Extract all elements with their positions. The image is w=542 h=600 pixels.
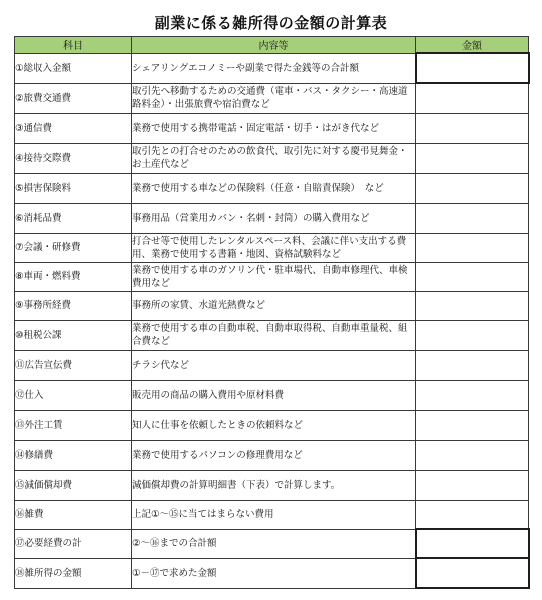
table-row — [15, 233, 529, 262]
amount-cell[interactable] — [416, 320, 529, 350]
amount-cell[interactable] — [416, 203, 529, 233]
row-desc: 知人に仕事を依頼したときの依頼料など — [132, 410, 416, 440]
row-item: ⑦会議・研修費 — [15, 233, 132, 262]
row-desc: 業務で使用する車のガソリン代・駐車場代、自動車修理代、車検費用など — [132, 262, 416, 291]
calculation-table — [14, 36, 530, 589]
amount-cell[interactable] — [416, 143, 529, 173]
row-desc: 事務所の家賃、水道光熱費など — [132, 291, 416, 320]
amount-cell[interactable] — [416, 113, 529, 143]
amount-cell[interactable] — [416, 262, 529, 291]
table-row — [15, 440, 529, 470]
row-item: ⑰必要経費の計 — [15, 529, 132, 558]
table-row — [15, 291, 529, 320]
table-row — [15, 500, 529, 529]
row-item: ②旅費交通費 — [15, 83, 132, 113]
row-desc: ①－⑰で求めた金額 — [132, 558, 416, 588]
row-item: ⑩租税公課 — [15, 320, 132, 350]
header-item: 科目 — [15, 37, 132, 54]
table-row — [15, 529, 529, 558]
row-item: ⑪広告宣伝費 — [15, 350, 132, 380]
amount-cell[interactable] — [416, 173, 529, 203]
row-item: ⑫仕入 — [15, 380, 132, 410]
table-row — [15, 203, 529, 233]
header-content: 内容等 — [132, 37, 416, 54]
table-row — [15, 53, 529, 83]
row-desc: 業務で使用する車の自動車税、自動車取得税、自動車重量税、組合費など — [132, 320, 416, 350]
row-desc: チラシ代など — [132, 350, 416, 380]
row-item: ⑥消耗品費 — [15, 203, 132, 233]
amount-cell[interactable] — [416, 350, 529, 380]
amount-cell[interactable] — [416, 470, 529, 500]
table-row — [15, 470, 529, 500]
row-item: ⑭修繕費 — [15, 440, 132, 470]
row-desc: 業務で使用するパソコンの修理費用など — [132, 440, 416, 470]
row-item: ①総収入金額 — [15, 53, 132, 83]
row-item: ⑱雑所得の金額 — [15, 558, 132, 588]
row-desc: 業務で使用する携帯電話・固定電話・切手・はがき代など — [132, 113, 416, 143]
row-item: ④接待交際費 — [15, 143, 132, 173]
amount-cell[interactable] — [416, 500, 529, 529]
row-desc: シェアリングエコノミーや副業で得た金銭等の合計額 — [132, 53, 416, 83]
amount-cell[interactable] — [416, 233, 529, 262]
table-header-row — [15, 37, 529, 54]
row-item: ③通信費 — [15, 113, 132, 143]
row-item: ⑨事務所経費 — [15, 291, 132, 320]
page-title: 副業に係る雑所得の金額の計算表 — [154, 14, 388, 32]
row-desc: 減価償却費の計算明細書（下表）で計算します。 — [132, 470, 416, 500]
amount-cell[interactable] — [416, 529, 529, 558]
row-desc: 取引先へ移動するための交通費（電車・バス・タクシー・高速道路料金）・出張旅費や宿泊費など — [132, 83, 416, 113]
row-desc: 取引先との打合せのための飲食代、取引先に対する慶弔見舞金・お土産代など — [132, 143, 416, 173]
amount-cell[interactable] — [416, 380, 529, 410]
table-row — [15, 173, 529, 203]
amount-cell[interactable] — [416, 410, 529, 440]
table-row — [15, 113, 529, 143]
table-row — [15, 262, 529, 291]
row-desc: 販売用の商品の購入費用や原材料費 — [132, 380, 416, 410]
table-row — [15, 410, 529, 440]
amount-cell[interactable] — [416, 558, 529, 588]
row-desc: 事務用品（営業用カバン・名刺・封筒）の購入費用など — [132, 203, 416, 233]
table-row — [15, 558, 529, 588]
row-item: ⑤損害保険料 — [15, 173, 132, 203]
table-row — [15, 350, 529, 380]
row-desc: 上記①～⑮に当てはまらない費用 — [132, 500, 416, 529]
amount-cell[interactable] — [416, 291, 529, 320]
row-item: ⑯雑費 — [15, 500, 132, 529]
table-row — [15, 380, 529, 410]
row-item: ⑧車両・燃料費 — [15, 262, 132, 291]
amount-cell[interactable] — [416, 83, 529, 113]
row-item: ⑬外注工賃 — [15, 410, 132, 440]
amount-cell[interactable] — [416, 440, 529, 470]
row-desc: 業務で使用する車などの保険料（任意・自賠責保険） など — [132, 173, 416, 203]
row-item: ⑮減価償却費 — [15, 470, 132, 500]
amount-cell[interactable] — [416, 53, 529, 83]
table-row — [15, 320, 529, 350]
table-row — [15, 83, 529, 113]
table-row — [15, 143, 529, 173]
row-desc: 打合せ等で使用したレンタルスペース料、会議に伴い支出する費用、業務で使用する書籍・地図、資格試験料など — [132, 233, 416, 262]
row-desc: ②～⑯までの合計額 — [132, 529, 416, 558]
header-amount: 金額 — [416, 37, 529, 54]
